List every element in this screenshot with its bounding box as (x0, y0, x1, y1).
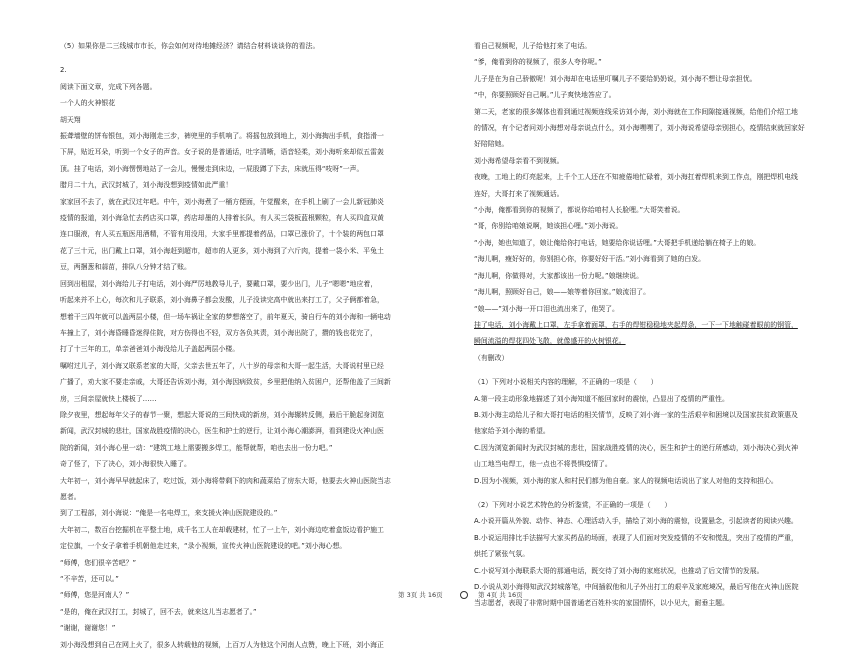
footer-left-page-number: 第 3页 共 16页 (398, 591, 443, 599)
left-column (60, 38, 440, 653)
text-line: 第二天，老家的很多媒体也看到通过视频连线采访刘小海，刘小海就在工作间隙接通视频，给他们介绍工地 (474, 107, 798, 116)
text-line: 大年初二，数百台挖掘机在平整土地，成千名工人在却载建材，忙了一上午，刘小海边吃着盒饭边看护施工 (60, 525, 384, 534)
text-line (474, 366, 854, 374)
text-line: “师傅，您是河南人？” (60, 591, 130, 600)
text-line: A.第一段主动形象地描述了刘小海知道不能回家时的震惊，凸显出了疫情的严重性。 (474, 394, 729, 403)
text-line: 胡天翔 (60, 115, 81, 124)
text-line: 一个人的火神银花 (60, 99, 116, 108)
text-line (474, 489, 854, 497)
right-column (474, 38, 854, 612)
text-line: 豆，两捆葱和蒜苗，排队八分钟才结了账。 (60, 263, 191, 272)
text-line: B.小说运用排比手法描写大家买药品的场面，表现了人们面对突发疫情的不安和慌乱，突出了疫情的严重， (474, 533, 798, 542)
text-line: 烘托了紧张气氛。 (474, 550, 530, 559)
text-line: 花了三十元，出门戴上口罩，刘小海赶到超市，超市的人更多，刘小海到了六斤肉，提着一袋小米、平兔土 (60, 246, 384, 255)
text-line: （5）如果你是二三线城市市长，你会如何对待地摊经济？请结合材料谈谈你的看法。 (60, 42, 320, 50)
text-line: “海儿啊，照顾好自己，娘——娘等着你回家。”娘流泪了。 (474, 288, 650, 297)
text-line: 他家给予刘小海的希望。 (474, 427, 550, 436)
text-line: 新闻，武汉封城的悲壮，国家战胜疫情的决心，医生和护士的逆行，让刘小海心潮澎湃，看到建设火神山医 (60, 427, 384, 436)
text-line: 车撞上了，刘小海昏睡昏迷得住院，对方伤得也不轻，双方各负其责，刘小海出院了，攒的钱也花完了， (60, 328, 377, 337)
text-line: “中，你要照顾好自己啊。”儿子爽快地答应了。 (474, 91, 616, 100)
text-line: 2. (60, 66, 67, 75)
text-line: D.小说从刘小海得知武汉封城落笔，中间插叙他和儿子外出打工的艰辛及家庭境况，最后写他在火神山医院 (474, 583, 799, 591)
text-line: 打了十三年的工，单亲爸爸刘小海没给儿子盖起两层小楼。 (60, 345, 240, 354)
text-line: “谢谢，谢谢您！” (60, 624, 116, 633)
text-line: 刘小海希望母亲看不到视频。 (474, 156, 564, 165)
text-line: “是的，俺在武汉打工，封城了，回不去，就来这儿当志愿者了。” (60, 607, 257, 616)
text-line: “不辛苦，还可以。” (60, 575, 119, 583)
text-line: C.小说写刘小海联系大哥的那通电话，既交待了刘小海的家庭状况，也推动了后文情节的发展。 (474, 566, 764, 575)
text-line: A.小说开篇从外貌、动作、神态、心理活动入手，描绘了刘小海的震惊，设置悬念，引起读者的阅读兴趣。 (474, 517, 798, 526)
text-line: 疫情的报道，刘小海急忙去药店买口罩，药店却墨的人排着长队，有人买三袋板蓝根颗粒，有人买四盒双黄 (60, 214, 384, 223)
text-line: 夜晚，工地上的灯亮起来，上千个工人还在不知疲倦地忙碌着，刘小海扛着焊机来到工作点，刚把焊机电线 (474, 173, 798, 182)
text-line: “小海，她也知道了，娘让俺给你打电话，她要给你说话哩。”大哥把手机递给躺在椅子上的娘。 (474, 238, 761, 247)
text-line: （有删改） (474, 353, 509, 362)
text-line: 连口服液，有人买五瓶医用酒精，不管有用没用，大家手里都提着药品，口罩已涨价了，十个装的两包口罩 (60, 230, 384, 239)
text-line: 奇了怪了，下了决心，刘小海很快入睡了。 (60, 460, 191, 469)
text-line: 除夕夜里，想起每年父子的春节一聚，想起大哥说的三间快成的新房，刘小海辗转反侧，最后干脆起身浏览 (60, 410, 384, 419)
text-line: 看自己视频呢，儿子给他打来了电话。 (474, 42, 592, 50)
text-line: 好陪陪她。 (474, 140, 509, 149)
text-line: “小海，俺都看到你的视频了，都说你给咱村人长脸哩。”大哥笑着说。 (474, 206, 685, 215)
text-line: 到了工程部，刘小海说：“俺是一名电焊工，来支援火神山医院建设的。” (60, 509, 278, 518)
text-line (60, 54, 440, 62)
text-line: D.因为小视频，刘小海的家人和村民们都为他自豪。家人的视频电话说出了家人对他的支持和担心。 (474, 476, 778, 485)
text-line: 儿子是在为自己骄傲呢！刘小海却在电话里叮嘱儿子不要给奶奶说，刘小海不想让母亲担忧。 (474, 74, 757, 83)
text-line: 回到出租屋，刘小海给儿子打电话，刘小海严厉地教导儿子，要戴口罩，要少出门，儿子“嗯嗯”地应着， (60, 279, 378, 288)
text-line: “爹，俺看到你的视频了，很多人夸你呢。” (474, 58, 602, 67)
text-line: “师傅，您们很辛苦吧？” (60, 558, 137, 567)
text-line: 山工地当电焊工，他一点也不将畏惧疫情了。 (474, 460, 612, 469)
text-line: 振聋墙壁的饼布银包，刘小海刚走三步，裤兜里的手机响了。将摇包放到地上，刘小海掏出手机，食指滑一 (60, 132, 384, 141)
text-line: 家家回不去了，就在武汉过年吧。中午，刘小海煮了一桶方便面，午觉醒来，在手机上刷了一会儿新冠肺炎 (60, 197, 384, 206)
footer-right-page-number: 第 4页 共 16页 (478, 591, 523, 599)
text-line: 听起来并不上心，每次和儿子联系，刘小海鼻子都会发酸，儿子没读完高中就出来打工了，父子俩都着急， (60, 296, 384, 305)
text-line: 广播了，劝大家不要走亲戚，大哥还告诉刘小海，刘小海因病致贫，乡里把他纳入贫困户，还帮他盖了三间新 (60, 378, 391, 387)
text-line: “哥，你别给咱娘说啊，她该担心哩。”刘小海说。 (474, 222, 623, 231)
text-line: 挂了电话，刘小海戴上口罩，左手拿着面罩，右手的焊钳稳稳地夹起焊条，一下一下地触碰着眼前的钢管， (474, 320, 798, 329)
text-line: 愿者。 (60, 492, 81, 501)
text-line: 连好，大哥打来了视频通话。 (474, 189, 564, 198)
text-line: 腊月二十九，武汉封城了，刘小海没想到疫情如此严重！ (60, 181, 233, 190)
text-line: “娘——”刘小海一开口泪也流出来了，他哭了。 (474, 304, 619, 313)
text-line: （1）下列对小说相关内容的理解，不正确的一项是（ ） (474, 378, 658, 387)
text-line: （2）下列对小说艺术特色的分析鉴赏，不正确的一项是（ ） (474, 500, 672, 509)
text-line: C.因为浏览新闻时为武汉封城的悲壮，国家战胜疫情的决心，医生和护士的逆行所感动，刘小海决心到火神 (474, 443, 798, 452)
text-line: 下屏，贴近耳朵，听到一个女子的声音。女子说的是普通话，吐字清晰，语音轻柔，刘小海听来却似五雷轰 (60, 148, 384, 157)
text-line: 嘱咐过儿子，刘小海又联系老家的大哥，父亲去世五年了，八十岁的母亲和大哥一起生活，大哥说村里已经 (60, 361, 384, 370)
text-line: 刘小海没想到自己在网上火了，很多人转载他的视频，上百万人为他这个河南人点赞，晚上下班，刘小海正 (60, 640, 384, 649)
text-line: 当志愿者，表现了非常时期中国普通老百姓朴实的家国情怀，以小见大，耐垂主题。 (474, 599, 729, 608)
text-line: 顶。挂了电话，刘小海愣愣地站了一会儿，慢慢走到床边，一屁股蹲了下去，床就压得“吱呀”一声。 (60, 164, 364, 173)
text-line: “海儿啊，瘦好好的，你别担心你，你要好好干活。”刘小海看到了她的白发。 (474, 255, 706, 264)
text-line: 想着干三四年就可以盖两层小楼，但一场车祸让全家的梦想落空了，前年夏天，骑自行车的刘小海和一辆电动 (60, 312, 391, 321)
text-line: 定位旗，一个女子拿着手机朝他走过来，“录小视频，宣传火神山医院建设的吧。”刘小海心想。 (60, 542, 347, 551)
text-line: 院的新闻，刘小海心里一动：“建筑工地上需要搬多焊工，能帮就帮，咱也去出一份力吧。” (60, 443, 333, 452)
text-line: B.刘小海主动给儿子和大哥打电话的相关情节，反映了刘小海一家的生活艰辛和困境以及国家扶贫政策惠及 (474, 410, 798, 419)
text-line: 的情况，有个记者问刘小海想对母亲说点什么，刘小海嘿嘿了，刘小海说希望母亲别担心，疫情结束就回家好 (474, 124, 805, 133)
text-line: 阅读下面文章，完成下列各题。 (60, 82, 157, 91)
text-line: “海儿啊，你做得对，大家都该出一份力呢。”娘继续说。 (474, 271, 644, 280)
text-line: 房，三间亲屋就快上楼板了…… (60, 394, 157, 403)
text-line: 大年初一，刘小海早早就起床了，吃过饭，刘小海将带剩下的肉和蔬菜给了房东大哥，他要去火神山医院当志 (60, 476, 391, 485)
text-line: 瞬间流溢的焊花四处飞散，就像盛开的火树银花。 (474, 337, 626, 346)
